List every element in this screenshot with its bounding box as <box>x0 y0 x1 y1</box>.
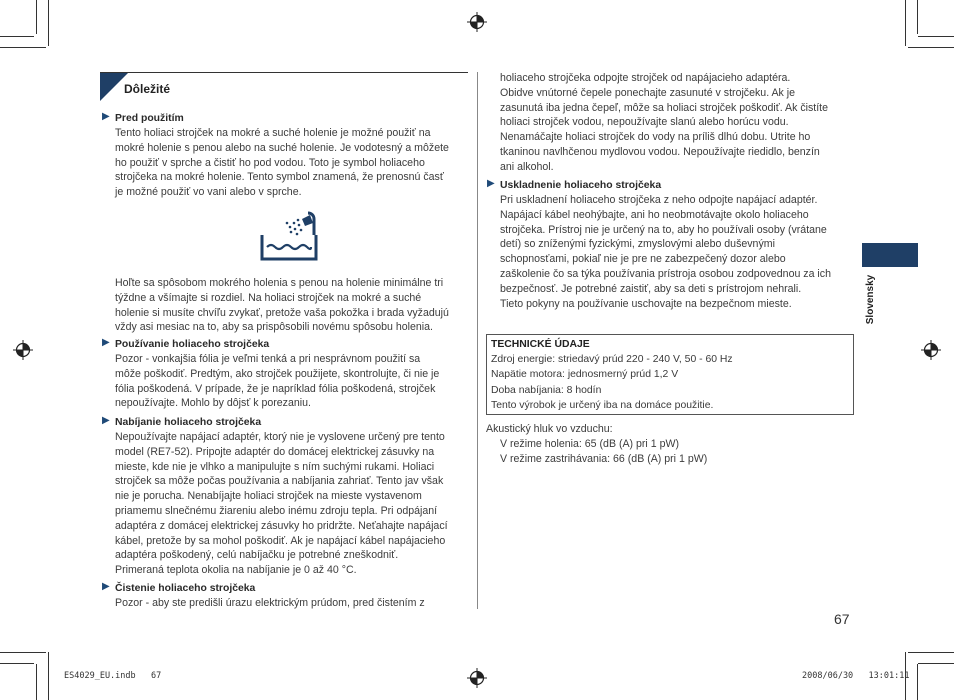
paragraph: Pozor - aby ste predišli úrazu elektrickým prúdom, pred čistením z <box>115 597 425 609</box>
crop-mark <box>48 0 49 46</box>
crop-mark <box>0 663 34 664</box>
crop-mark <box>905 0 906 46</box>
crop-mark <box>918 663 954 664</box>
arrow-icon: ▶ <box>487 178 495 189</box>
paragraph: Nepoužívajte napájací adaptér, ktorý nie je vyslovene určený pre tento model (RE7-52). Pripojte adaptér do domácej elektrickej zásuvky na mieste, kde nie je vlhko a manipulujte s ním suchými rukami. Holiaci strojček sa môže počas používania a nabíjania zahriať. Tento jav však nie je porucha. Nenabíjajte holiaci strojček na mieste vystavenom priamemu slnečnému žiareniu alebo inému zdroju tepla. Pri odpájaní adaptéra z domácej elektrickej zásuvky ho pridržte. Neťahajte napájací kábel, pretože by sa mohol poškodiť. Ak je napájací kábel napájacieho adaptéra poškodený, celú nabíjačku je potrebné zneškodniť. Primeraná teplota okolia na nabíjanie je 0 až 40 °C. <box>115 431 448 577</box>
footer-file-slug: ES4029_EU.indb 67 <box>64 671 162 681</box>
crop-mark <box>0 652 46 653</box>
technical-data-title: TECHNICKÉ ÚDAJE <box>491 339 590 350</box>
paragraph: Hoľte sa spôsobom mokrého holenia s penou na holenie minimálne tri týždne a všímajte si rozdiel. Na holiaci strojček na mokré a suché holenie si musíte chvíľu zvykať, pretože vaša pokožka i brada vyžadujú vždy asi mesiac na to, aby sa prispôsobili novému spôsobu holenia. <box>115 277 449 334</box>
technical-data-box <box>486 334 854 415</box>
column-divider <box>477 72 478 609</box>
page-number: 67 <box>834 611 850 627</box>
registration-mark-icon <box>921 340 941 360</box>
language-label-wrap <box>862 267 880 331</box>
crop-mark <box>0 36 34 37</box>
technical-data-line: Napätie motora: jednosmerný prúd 1,2 V <box>491 369 679 381</box>
crop-mark <box>917 664 918 700</box>
heading-rule <box>100 72 468 73</box>
paragraph: Tento holiaci strojček na mokré a suché holenie je možné použiť na mokré holenie s penou alebo na suché holenie. Je vodotesný a môžete ho použiť v sprche a čistiť ho pod vodou. Toto je symbol holiaceho strojčeka na mokré holenie. Tento symbol znamená, že prenosnú časť je možné použiť vo vani alebo v sprche. <box>115 127 449 199</box>
paragraph: holiaceho strojčeka odpojte strojček od napájacieho adaptéra. Obidve vnútorné čepele ponechajte zasunuté v strojčeku. Ak je zasunutá iba jedna čepeľ, môže sa holiaci strojček poškodiť. Ak čistíte holiaci strojček vodou, nepoužívajte slanú alebo horúcu vodu. Nenamáčajte holiaci strojček do vody na príliš dlhú dobu. Utrite ho tkaninou navlhčenou mydlovou vodou. Nepoužívajte riedidlo, benzín ani alkohol. <box>500 72 828 173</box>
arrow-icon: ▶ <box>102 581 110 592</box>
crop-mark <box>36 0 37 34</box>
crop-mark <box>908 652 954 653</box>
paragraph: Pozor - vonkajšia fólia je veľmi tenká a pri nesprávnom použití sa môže poškodiť. Predtým, ako strojček použijete, skontrolujte, či nie je fólia poškodená. V prípade, že je napríklad fólia poškodená, strojček nepoužívajte. Mohlo by dôjsť k porezaniu. <box>115 353 440 410</box>
noise-section <box>486 422 852 466</box>
technical-data-line: Zdroj energie: striedavý prúd 220 - 240 V, 50 - 60 Hz <box>491 354 733 366</box>
crop-mark <box>0 47 46 48</box>
subheading-charging: Nabíjanie holiaceho strojčeka <box>115 417 262 428</box>
subheading-cleaning: Čistenie holiaceho strojčeka <box>115 583 256 594</box>
arrow-icon: ▶ <box>102 415 110 426</box>
crop-mark <box>908 47 954 48</box>
registration-mark-icon <box>467 668 487 688</box>
crop-mark <box>918 36 954 37</box>
noise-title: Akustický hluk vo vzduchu: <box>486 423 613 435</box>
left-column <box>102 111 471 200</box>
section-heading: Dôležité <box>124 82 171 96</box>
registration-mark-icon <box>13 340 33 360</box>
charging-section <box>102 415 471 578</box>
usage-section <box>102 337 471 411</box>
registration-mark-icon <box>467 12 487 32</box>
shower-bath-icon <box>258 211 320 263</box>
technical-data-line: Doba nabíjania: 8 hodín <box>491 384 602 396</box>
noise-line: V režime holenia: 65 (dB (A) pri 1 pW) <box>500 437 679 450</box>
crop-mark <box>48 652 49 700</box>
language-tab <box>862 243 918 267</box>
crop-mark <box>917 0 918 34</box>
storage-section <box>487 178 856 311</box>
footer-timestamp: 2008/06/30 13:01:11 <box>802 671 910 681</box>
cleaning-section <box>102 581 471 611</box>
subheading-usage: Používanie holiaceho strojčeka <box>115 339 270 350</box>
language-label: Slovensky <box>865 274 877 324</box>
arrow-icon: ▶ <box>102 111 110 122</box>
paragraph: Pri uskladnení holiaceho strojčeka z neho odpojte napájací adaptér. Napájací kábel neohýbajte, ani ho neobmotávajte okolo holiaceho strojčeka. Prístroj nie je určený na to, aby ho používali osoby (vrátane detí) so zníženými fyzickými, zmyslovými alebo duševnými schopnosťami, pokiaľ nie je pre ne zabezpečený dozor alebo zaškolenie čo sa týka používania prístroja osobou zodpovednou za ich bezpečnosť. Je potrebné zaistiť, aby sa deti s prístrojom nehrali. Tieto pokyny na používanie uschovajte na bezpečnom mieste. <box>500 194 831 310</box>
arrow-icon: ▶ <box>102 337 110 348</box>
subheading-storage: Uskladnenie holiaceho strojčeka <box>500 180 662 191</box>
crop-mark <box>36 664 37 700</box>
noise-line: V režime zastrihávania: 66 (dB (A) pri 1 pW) <box>500 452 708 465</box>
technical-data-line: Tento výrobok je určený iba na domáce použitie. <box>491 399 714 411</box>
subheading-before-use: Pred použitím <box>115 113 184 124</box>
